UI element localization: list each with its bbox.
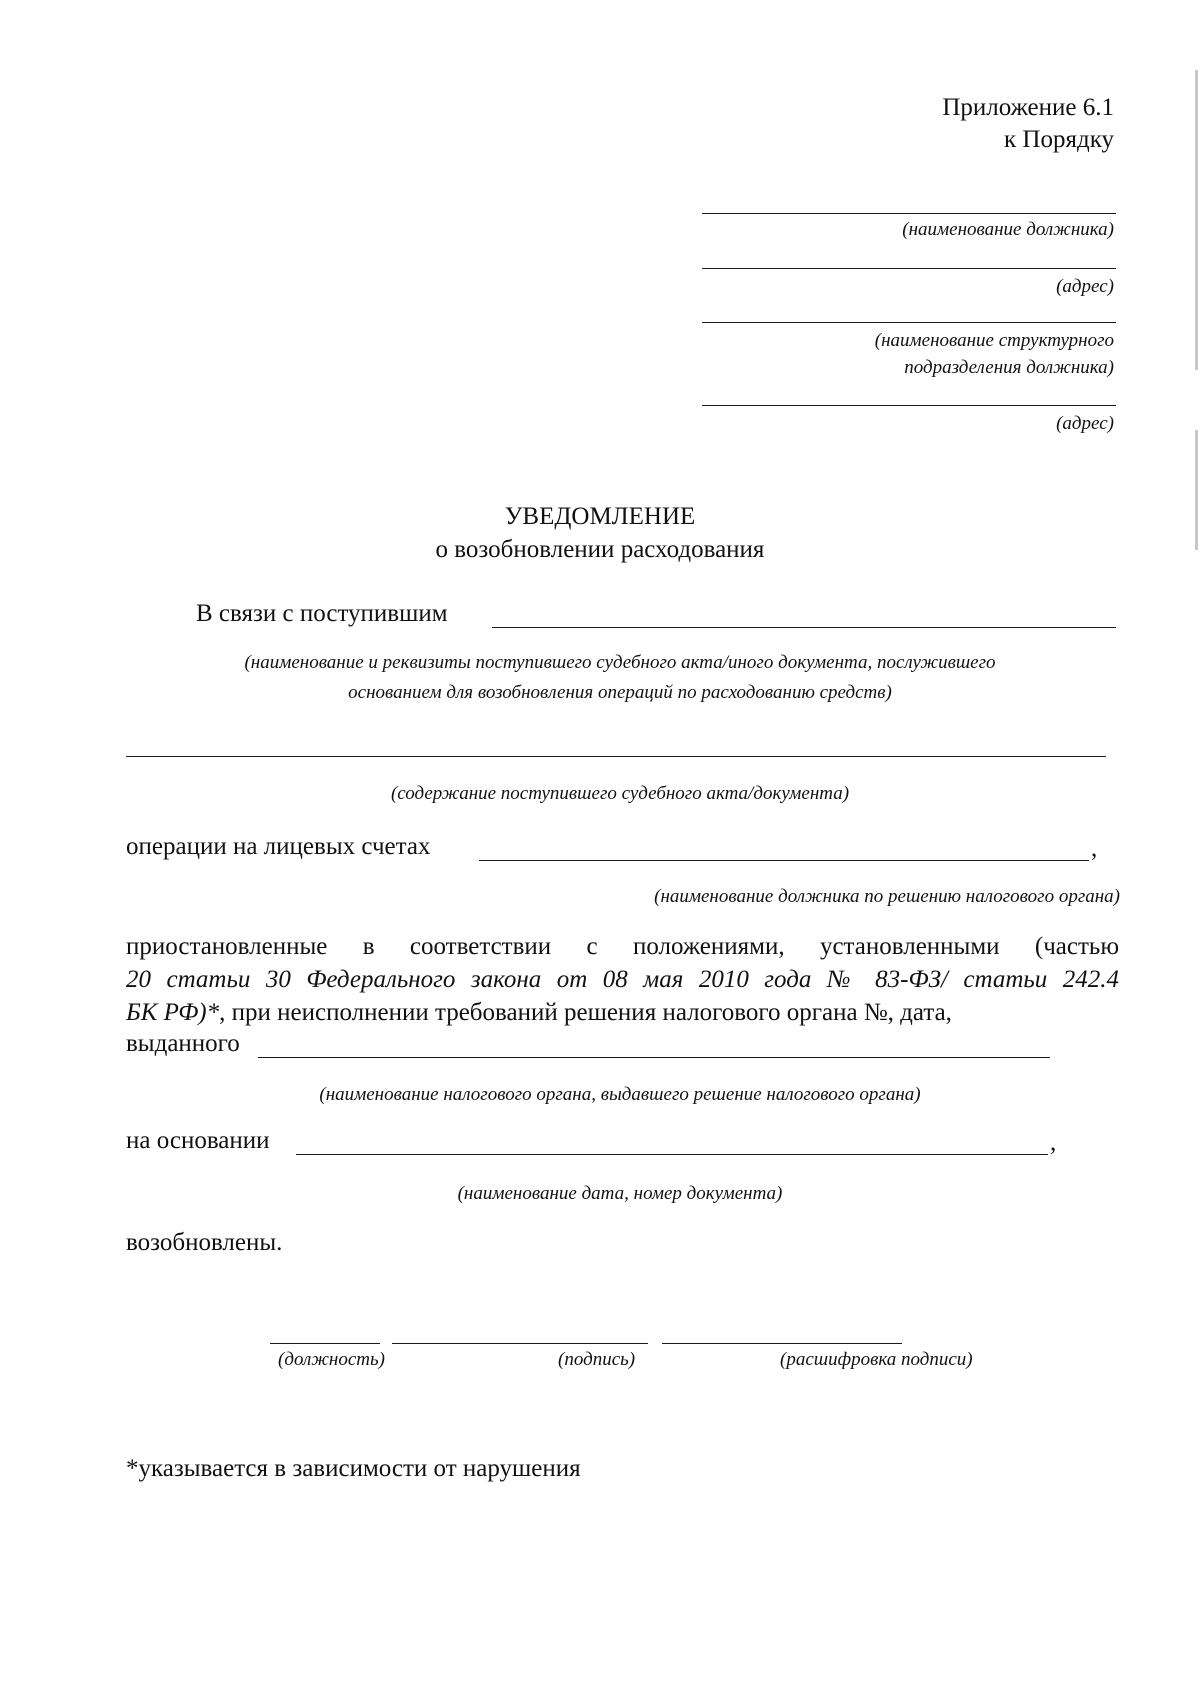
debtor-tax-caption: (наименование должника по решению налогового органа) — [654, 886, 1120, 907]
basis-comma: , — [1050, 1129, 1057, 1156]
subdivision-address-caption: (адрес) — [1056, 413, 1114, 434]
basis-line — [296, 1154, 1048, 1155]
issued-label: выданного — [126, 1030, 240, 1057]
document-caption-line-1: (наименование и реквизиты поступившего судебного акта/иного документа, послужившего — [244, 652, 996, 673]
basis-caption: (наименование дата, номер документа) — [457, 1183, 783, 1204]
subdivision-address-line — [702, 405, 1116, 406]
position-caption: (должность) — [278, 1349, 385, 1370]
footnote: *указывается в зависимости от нарушения — [126, 1455, 581, 1482]
basis-label: на основании — [126, 1127, 270, 1154]
document-caption-line-2: основанием для возобновления операций по расходованию средств) — [348, 682, 892, 703]
paragraph-line-3 — [126, 999, 1119, 1027]
signature-line — [392, 1343, 648, 1344]
scan-edge-mark — [1195, 70, 1198, 370]
law-reference-end: БК РФ)* — [126, 999, 220, 1026]
debtor-address-caption: (адрес) — [1056, 276, 1114, 297]
document-subtitle: о возобновлении расходования — [435, 536, 765, 563]
content-caption: (содержание поступившего судебного акта/документа) — [390, 783, 850, 804]
paragraph-line-3-rest: , при неисполнении требований решения налогового органа №, дата, — [219, 999, 952, 1026]
appendix-line-2: к Порядку — [1004, 126, 1114, 153]
paragraph-line-2: 20 статьи 30 Федерального закона от 08 мая 2010 года № 83-ФЗ/ статьи 242.4 — [126, 966, 1119, 993]
subdivision-caption-line-1: (наименование структурного — [874, 330, 1114, 351]
in-connection-label: В связи с поступившим — [196, 600, 448, 627]
subdivision-name-line — [702, 322, 1116, 323]
debtor-address-line — [702, 268, 1116, 269]
appendix-line-1: Приложение 6.1 — [942, 94, 1114, 121]
position-line — [270, 1343, 380, 1344]
paragraph-line-1: приостановленные в соответствии с положениями, установленными (частью — [126, 933, 1119, 960]
decoding-line — [662, 1343, 902, 1344]
accounts-line — [479, 860, 1089, 861]
signature-caption: (подпись) — [558, 1349, 636, 1370]
scan-edge-mark — [1195, 430, 1198, 550]
subdivision-caption-line-2: подразделения должника) — [904, 357, 1114, 378]
tax-authority-caption: (наименование налогового органа, выдавшего решение налогового органа) — [319, 1084, 921, 1105]
received-document-line — [492, 627, 1116, 628]
resumed-word: возобновлены. — [126, 1229, 283, 1256]
issued-line — [258, 1057, 1050, 1058]
debtor-name-line — [702, 213, 1116, 214]
document-content-line — [126, 756, 1106, 757]
document-title: УВЕДОМЛЕНИЕ — [504, 503, 696, 530]
debtor-name-caption: (наименование должника) — [902, 219, 1114, 240]
accounts-label: операции на лицевых счетах — [126, 833, 431, 860]
accounts-comma: , — [1091, 835, 1098, 862]
decoding-caption: (расшифровка подписи) — [780, 1349, 973, 1370]
